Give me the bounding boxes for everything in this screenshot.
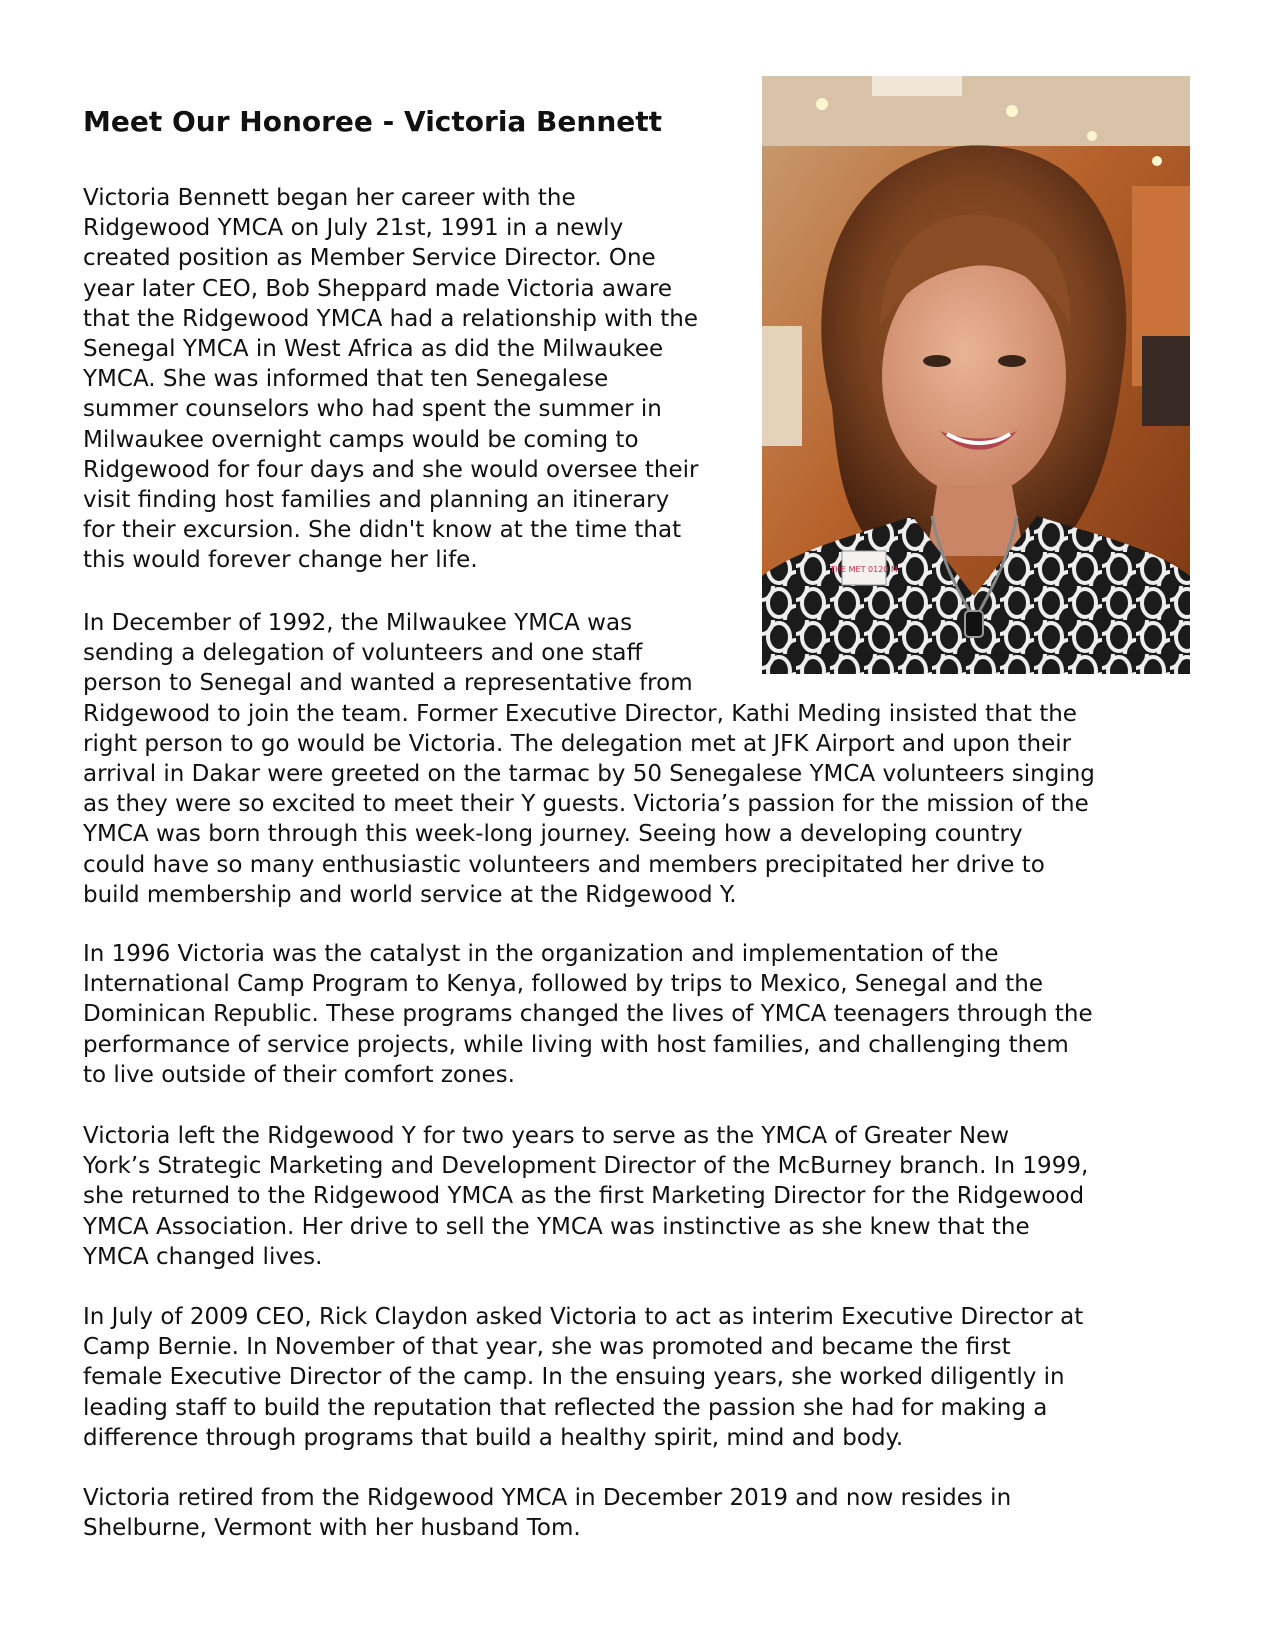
paragraph-line: YMCA was born through this week-long journey. Seeing how a developing country (83, 821, 1023, 848)
paragraph-line: Victoria left the Ridgewood Y for two years to serve as the YMCA of Greater New (83, 1123, 1010, 1149)
paragraph-line: Victoria retired from the Ridgewood YMCA in December 2019 and now resides in (83, 1485, 1012, 1511)
paragraph-line: as they were so excited to meet their Y guests. Victoria’s passion for the mission of the (83, 791, 1089, 818)
paragraph-line: International Camp Program to Kenya, followed by trips to Mexico, Senegal and the (83, 971, 1044, 998)
paragraph-line: Shelburne, Vermont with her husband Tom. (83, 1515, 581, 1542)
paragraph-line: sending a delegation of volunteers and one staff (83, 640, 643, 667)
paragraph-line: York’s Strategic Marketing and Development Director of the McBurney branch. In 1999, (83, 1153, 1089, 1180)
paragraph-line: build membership and world service at the Ridgewood Y. (83, 881, 737, 908)
paragraph-6 (83, 1483, 1011, 1543)
paragraph-line: she returned to the Ridgewood YMCA as the first Marketing Director for the Ridgewood (83, 1183, 1085, 1210)
paragraph-line: In December of 1992, the Milwaukee YMCA was (83, 610, 633, 636)
paragraph-line: In July of 2009 CEO, Rick Claydon asked Victoria to act as interim Executive Director at (83, 1304, 1084, 1330)
paragraph-line: this would forever change her life. (83, 547, 478, 574)
paragraph-5 (83, 1302, 1083, 1453)
paragraph-line: female Executive Director of the camp. In the ensuing years, she worked diligently in (83, 1364, 1065, 1391)
paragraph-line: Dominican Republic. These programs changed the lives of YMCA teenagers through the (83, 1001, 1093, 1028)
paragraph-line: to live outside of their comfort zones. (83, 1061, 515, 1088)
honoree-photo (762, 76, 1190, 674)
paragraph-line: YMCA. She was informed that ten Senegalese (83, 366, 609, 393)
paragraph-line: YMCA changed lives. (83, 1243, 323, 1270)
paragraph-line: Ridgewood YMCA on July 21st, 1991 in a newly (83, 215, 624, 242)
paragraph-line: leading staff to build the reputation that reflected the passion she had for making a (83, 1394, 1048, 1421)
paragraph-line: created position as Member Service Director. One (83, 245, 656, 272)
paragraph-line: Victoria Bennett began her career with the (83, 185, 576, 211)
paragraph-2 (83, 608, 1095, 910)
paragraph-4 (83, 1121, 1088, 1272)
paragraph-line: Milwaukee overnight camps would be coming to (83, 426, 639, 453)
paragraph-line: arrival in Dakar were greeted on the tarmac by 50 Senegalese YMCA volunteers singing (83, 761, 1095, 788)
paragraph-line: YMCA Association. Her drive to sell the YMCA was instinctive as she knew that the (83, 1213, 1030, 1240)
page-title: Meet Our Honoree - Victoria Bennett (83, 105, 663, 138)
paragraph-line: In 1996 Victoria was the catalyst in the organization and implementation of the (83, 941, 999, 967)
paragraph-line: performance of service projects, while living with host families, and challenging them (83, 1031, 1069, 1058)
paragraph-line: Ridgewood for four days and she would oversee their (83, 456, 699, 483)
paragraph-line: that the Ridgewood YMCA had a relationship with the (83, 305, 699, 332)
paragraph-1 (83, 183, 698, 576)
paragraph-line: right person to go would be Victoria. The delegation met at JFK Airport and upon their (83, 730, 1072, 757)
paragraph-line: for their excursion. She didn't know at the time that (83, 517, 682, 544)
paragraph-line: Ridgewood to join the team. Former Executive Director, Kathi Meding insisted that the (83, 700, 1077, 727)
paragraph-line: could have so many enthusiastic volunteers and members precipitated her drive to (83, 851, 1045, 878)
paragraph-line: visit finding host families and planning an itinerary (83, 487, 670, 514)
paragraph-line: person to Senegal and wanted a representative from (83, 670, 693, 697)
paragraph-line: Camp Bernie. In November of that year, she was promoted and became the first (83, 1334, 1011, 1361)
paragraph-line: difference through programs that build a healthy spirit, mind and body. (83, 1424, 904, 1451)
paragraph-line: year later CEO, Bob Sheppard made Victoria aware (83, 275, 672, 302)
paragraph-3 (83, 939, 1093, 1090)
badge-text: THE MET 0120 M (830, 565, 898, 574)
paragraph-line: summer counselors who had spent the summer in (83, 396, 662, 423)
paragraph-line: Senegal YMCA in West Africa as did the Milwaukee (83, 336, 664, 363)
